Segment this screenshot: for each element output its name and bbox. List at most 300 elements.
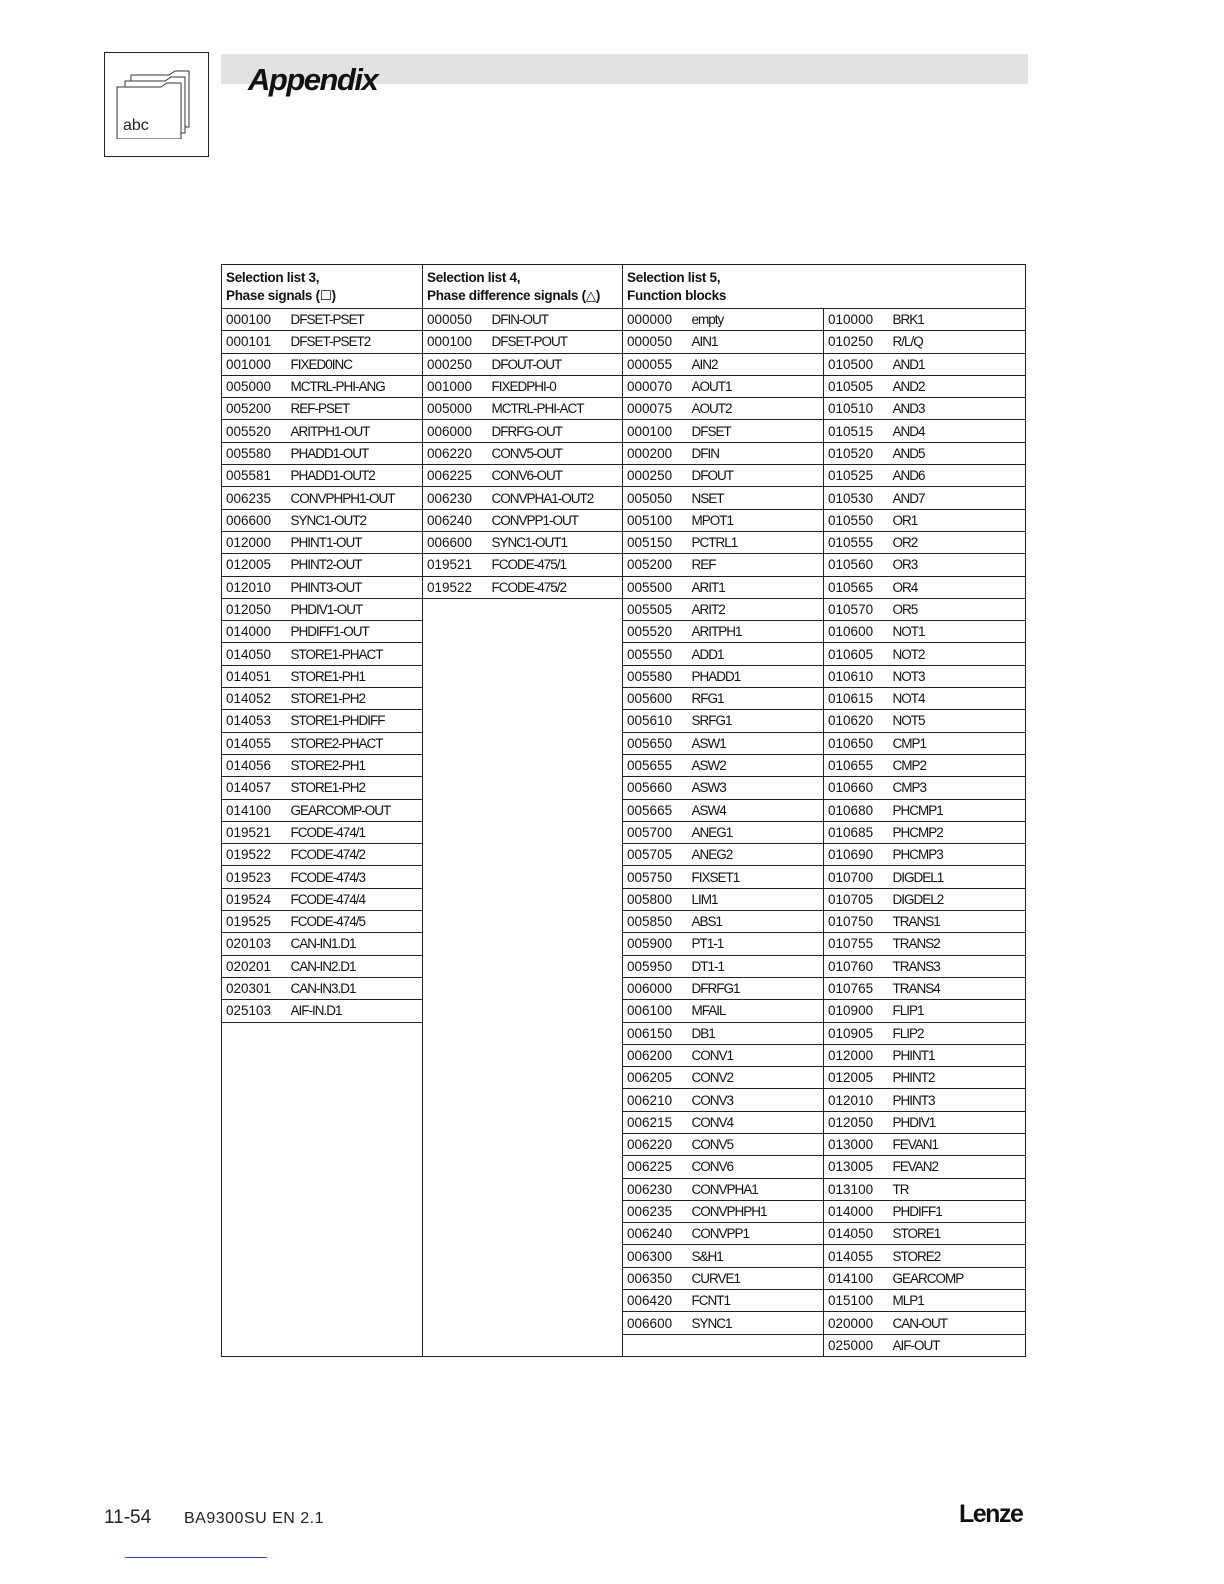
table-row <box>222 754 1026 776</box>
list5b-name-cell: AND4 <box>889 420 1026 442</box>
header-list-5-line2: Function blocks <box>627 287 727 303</box>
list3-code-cell: 019523 <box>222 866 287 888</box>
list4-name-cell <box>488 1334 623 1356</box>
list4-code-cell: 006240 <box>423 509 488 531</box>
list5a-name-cell: FIXSET1 <box>688 866 824 888</box>
list3-code-cell <box>222 1089 287 1111</box>
list4-code-cell <box>423 1111 488 1133</box>
list4-name-cell <box>488 1223 623 1245</box>
table-row <box>222 955 1026 977</box>
list4-code-cell <box>423 1312 488 1334</box>
list4-code-cell: 006600 <box>423 531 488 553</box>
list5b-code-cell: 010550 <box>824 509 889 531</box>
list5b-code-cell: 010615 <box>824 688 889 710</box>
list5a-name-cell: CONV3 <box>688 1089 824 1111</box>
list5b-name-cell: PHINT1 <box>889 1044 1026 1066</box>
list3-name-cell: PHADD1-OUT2 <box>287 465 423 487</box>
table-row <box>222 710 1026 732</box>
list3-name-cell: STORE1-PH2 <box>287 688 423 710</box>
list5b-name-cell: R/L/Q <box>889 331 1026 353</box>
list4-name-cell <box>488 1133 623 1155</box>
table-row <box>222 576 1026 598</box>
list5a-name-cell: CONV4 <box>688 1111 824 1133</box>
list5b-code-cell: 010520 <box>824 442 889 464</box>
list5b-code-cell: 010510 <box>824 398 889 420</box>
list3-code-cell: 020301 <box>222 977 287 999</box>
list5a-code-cell: 005500 <box>623 576 688 598</box>
list5b-name-cell: NOT1 <box>889 621 1026 643</box>
list5a-name-cell: AIN2 <box>688 353 824 375</box>
list5a-code-cell: 006600 <box>623 1312 688 1334</box>
list3-name-cell: PHINT2-OUT <box>287 554 423 576</box>
list5b-name-cell: PHINT2 <box>889 1067 1026 1089</box>
list4-code-cell <box>423 1200 488 1222</box>
list5b-code-cell: 013005 <box>824 1156 889 1178</box>
list3-name-cell <box>287 1200 423 1222</box>
table-row <box>222 1223 1026 1245</box>
list5a-code-cell <box>623 1334 688 1356</box>
header-list-5 <box>623 265 1026 309</box>
list5a-code-cell: 000000 <box>623 309 688 331</box>
list5a-code-cell: 006210 <box>623 1089 688 1111</box>
list4-name-cell <box>488 821 623 843</box>
list4-name-cell <box>488 732 623 754</box>
list4-name-cell <box>488 1044 623 1066</box>
list4-name-cell: CONVPHA1-OUT2 <box>488 487 623 509</box>
list3-code-cell: 019525 <box>222 911 287 933</box>
table-row <box>222 331 1026 353</box>
list5b-name-cell: PHDIV1 <box>889 1111 1026 1133</box>
list4-code-cell: 000250 <box>423 353 488 375</box>
list5b-code-cell: 010555 <box>824 531 889 553</box>
table-row <box>222 665 1026 687</box>
list3-name-cell: SYNC1-OUT2 <box>287 509 423 531</box>
list5b-code-cell: 010570 <box>824 598 889 620</box>
list3-code-cell: 012050 <box>222 598 287 620</box>
list3-code-cell: 005581 <box>222 465 287 487</box>
list5a-code-cell: 000075 <box>623 398 688 420</box>
list3-name-cell <box>287 1245 423 1267</box>
list3-code-cell: 019524 <box>222 888 287 910</box>
list5a-name-cell: DB1 <box>688 1022 824 1044</box>
list5b-code-cell: 010690 <box>824 844 889 866</box>
list3-name-cell <box>287 1267 423 1289</box>
list5b-name-cell: AND7 <box>889 487 1026 509</box>
list3-name-cell: AIF-IN.D1 <box>287 1000 423 1022</box>
list5a-code-cell: 000250 <box>623 465 688 487</box>
list5b-code-cell: 010900 <box>824 1000 889 1022</box>
table-row <box>222 554 1026 576</box>
list5a-name-cell: ASW1 <box>688 732 824 754</box>
list4-code-cell <box>423 955 488 977</box>
list4-code-cell <box>423 732 488 754</box>
list4-name-cell: FIXEDPHI-0 <box>488 375 623 397</box>
list5b-name-cell: AND6 <box>889 465 1026 487</box>
list3-code-cell <box>222 1022 287 1044</box>
list3-code-cell <box>222 1334 287 1356</box>
list5a-name-cell: CONV2 <box>688 1067 824 1089</box>
table-row <box>222 1156 1026 1178</box>
list5a-name-cell: AIN1 <box>688 331 824 353</box>
list4-code-cell <box>423 1334 488 1356</box>
list4-name-cell <box>488 844 623 866</box>
list5b-code-cell: 010750 <box>824 911 889 933</box>
list5b-name-cell: MLP1 <box>889 1290 1026 1312</box>
list5b-name-cell: STORE2 <box>889 1245 1026 1267</box>
list3-code-cell: 014051 <box>222 665 287 687</box>
table-row <box>222 1022 1026 1044</box>
list3-name-cell <box>287 1089 423 1111</box>
list3-code-cell: 012000 <box>222 531 287 553</box>
list3-name-cell: FCODE-474/4 <box>287 888 423 910</box>
list4-name-cell <box>488 621 623 643</box>
list5b-code-cell: 010620 <box>824 710 889 732</box>
list5a-code-cell: 005750 <box>623 866 688 888</box>
list4-name-cell <box>488 754 623 776</box>
list4-name-cell <box>488 933 623 955</box>
list3-name-cell <box>287 1312 423 1334</box>
list4-name-cell: CONVPP1-OUT <box>488 509 623 531</box>
list5b-code-cell: 010760 <box>824 955 889 977</box>
list5a-code-cell: 000200 <box>623 442 688 464</box>
header-list-4-line1: Selection list 4, <box>427 269 521 285</box>
list5b-name-cell: TRANS3 <box>889 955 1026 977</box>
list5b-name-cell: AND1 <box>889 353 1026 375</box>
list5b-code-cell: 010515 <box>824 420 889 442</box>
list5b-name-cell: STORE1 <box>889 1223 1026 1245</box>
list5a-name-cell: RFG1 <box>688 688 824 710</box>
list4-name-cell <box>488 665 623 687</box>
list4-name-cell <box>488 888 623 910</box>
list5a-name-cell: CONV1 <box>688 1044 824 1066</box>
list3-name-cell: FCODE-474/5 <box>287 911 423 933</box>
list5a-code-cell: 006240 <box>623 1223 688 1245</box>
list5b-code-cell: 014055 <box>824 1245 889 1267</box>
table-row <box>222 1089 1026 1111</box>
table-row <box>222 1133 1026 1155</box>
list5a-code-cell: 006225 <box>623 1156 688 1178</box>
list3-code-cell: 012005 <box>222 554 287 576</box>
list3-name-cell: STORE1-PHACT <box>287 643 423 665</box>
list5a-name-cell: MPOT1 <box>688 509 824 531</box>
table-row <box>222 821 1026 843</box>
list5a-code-cell: 000050 <box>623 331 688 353</box>
list4-code-cell: 000100 <box>423 331 488 353</box>
page-title: Appendix <box>248 62 378 97</box>
list4-code-cell <box>423 821 488 843</box>
section-icon <box>104 52 209 157</box>
list4-code-cell <box>423 977 488 999</box>
list5b-name-cell: DIGDEL2 <box>889 888 1026 910</box>
list5b-code-cell: 010530 <box>824 487 889 509</box>
list4-code-cell <box>423 665 488 687</box>
table-row <box>222 509 1026 531</box>
table-row <box>222 888 1026 910</box>
list3-code-cell <box>222 1223 287 1245</box>
list4-name-cell <box>488 1000 623 1022</box>
list5b-name-cell: OR4 <box>889 576 1026 598</box>
list5a-code-cell: 005100 <box>623 509 688 531</box>
list3-name-cell: CAN-IN2.D1 <box>287 955 423 977</box>
table-row <box>222 442 1026 464</box>
list5b-name-cell: AND3 <box>889 398 1026 420</box>
list5b-name-cell: BRK1 <box>889 309 1026 331</box>
list5a-code-cell: 006235 <box>623 1200 688 1222</box>
list3-name-cell: STORE1-PH2 <box>287 777 423 799</box>
list5b-name-cell: FEVAN2 <box>889 1156 1026 1178</box>
list3-code-cell <box>222 1156 287 1178</box>
header-list-4-line2: Phase difference signals (△) <box>427 287 601 303</box>
list5a-code-cell: 006000 <box>623 977 688 999</box>
list3-name-cell: DFSET-PSET2 <box>287 331 423 353</box>
table-row <box>222 933 1026 955</box>
table-row <box>222 1111 1026 1133</box>
list5b-code-cell: 010560 <box>824 554 889 576</box>
list5a-name-cell: ARIT1 <box>688 576 824 598</box>
list4-name-cell <box>488 1267 623 1289</box>
list4-code-cell: 019521 <box>423 554 488 576</box>
table-row <box>222 1312 1026 1334</box>
list5b-name-cell: PHCMP1 <box>889 799 1026 821</box>
table-row <box>222 1044 1026 1066</box>
list5a-code-cell: 005580 <box>623 665 688 687</box>
list5b-name-cell: CMP2 <box>889 754 1026 776</box>
list5b-code-cell: 010000 <box>824 309 889 331</box>
list3-code-cell: 005000 <box>222 375 287 397</box>
list5a-code-cell: 005705 <box>623 844 688 866</box>
list5b-code-cell: 013100 <box>824 1178 889 1200</box>
list4-name-cell <box>488 1089 623 1111</box>
list3-code-cell <box>222 1312 287 1334</box>
list4-code-cell <box>423 888 488 910</box>
list5a-name-cell: CONV5 <box>688 1133 824 1155</box>
list5a-code-cell: 005660 <box>623 777 688 799</box>
list3-code-cell: 014052 <box>222 688 287 710</box>
table-row <box>222 1200 1026 1222</box>
list3-name-cell: FCODE-474/1 <box>287 821 423 843</box>
icon-label: abc <box>123 117 149 134</box>
list5a-code-cell: 000100 <box>623 420 688 442</box>
list5a-code-cell: 005505 <box>623 598 688 620</box>
table-row <box>222 799 1026 821</box>
list5b-code-cell: 010500 <box>824 353 889 375</box>
list3-code-cell: 019522 <box>222 844 287 866</box>
list5a-code-cell: 006420 <box>623 1290 688 1312</box>
list4-code-cell <box>423 598 488 620</box>
list4-name-cell <box>488 1178 623 1200</box>
list3-code-cell <box>222 1178 287 1200</box>
list4-name-cell: CONV6-OUT <box>488 465 623 487</box>
list5b-code-cell: 010600 <box>824 621 889 643</box>
list5a-name-cell: ANEG1 <box>688 821 824 843</box>
list3-name-cell: DFSET-PSET <box>287 309 423 331</box>
list3-name-cell: CAN-IN3.D1 <box>287 977 423 999</box>
list5b-name-cell: OR3 <box>889 554 1026 576</box>
list4-name-cell: DFRFG-OUT <box>488 420 623 442</box>
list4-code-cell: 006000 <box>423 420 488 442</box>
list5a-code-cell: 005655 <box>623 754 688 776</box>
list5b-name-cell: OR1 <box>889 509 1026 531</box>
list3-name-cell <box>287 1133 423 1155</box>
list5b-code-cell: 010525 <box>824 465 889 487</box>
list3-name-cell: CONVPHPH1-OUT <box>287 487 423 509</box>
list4-code-cell <box>423 621 488 643</box>
list3-code-cell: 014000 <box>222 621 287 643</box>
list4-name-cell <box>488 1290 623 1312</box>
list5a-code-cell: 000055 <box>623 353 688 375</box>
list4-code-cell <box>423 911 488 933</box>
table-row <box>222 1178 1026 1200</box>
list3-code-cell <box>222 1067 287 1089</box>
list5a-name-cell: DFOUT <box>688 465 824 487</box>
list5a-code-cell: 005650 <box>623 732 688 754</box>
list4-name-cell <box>488 643 623 665</box>
list5a-code-cell: 005550 <box>623 643 688 665</box>
list5a-name-cell: ANEG2 <box>688 844 824 866</box>
list5b-code-cell: 010610 <box>824 665 889 687</box>
list5b-code-cell: 014000 <box>824 1200 889 1222</box>
list4-code-cell <box>423 1245 488 1267</box>
list3-name-cell: FIXED0INC <box>287 353 423 375</box>
table-row <box>222 621 1026 643</box>
table-row <box>222 732 1026 754</box>
list4-code-cell: 006230 <box>423 487 488 509</box>
list5b-code-cell: 010685 <box>824 821 889 843</box>
list5a-name-cell: ABS1 <box>688 911 824 933</box>
list5a-code-cell: 006150 <box>623 1022 688 1044</box>
list5a-name-cell: DT1-1 <box>688 955 824 977</box>
list5b-name-cell: DIGDEL1 <box>889 866 1026 888</box>
list4-name-cell <box>488 911 623 933</box>
list3-name-cell <box>287 1223 423 1245</box>
list4-code-cell <box>423 710 488 732</box>
list5b-name-cell: NOT2 <box>889 643 1026 665</box>
list5b-code-cell: 010765 <box>824 977 889 999</box>
list4-code-cell <box>423 1267 488 1289</box>
table-row <box>222 375 1026 397</box>
list5a-code-cell: 005950 <box>623 955 688 977</box>
list3-code-cell: 025103 <box>222 1000 287 1022</box>
list5a-code-cell: 006200 <box>623 1044 688 1066</box>
list3-code-cell: 014050 <box>222 643 287 665</box>
list5a-name-cell: SRFG1 <box>688 710 824 732</box>
list4-name-cell: DFSET-POUT <box>488 331 623 353</box>
table-row <box>222 1000 1026 1022</box>
list5b-name-cell: TRANS1 <box>889 911 1026 933</box>
list5a-name-cell: AOUT1 <box>688 375 824 397</box>
list3-name-cell <box>287 1178 423 1200</box>
list5a-name-cell: CONVPHA1 <box>688 1178 824 1200</box>
list5b-code-cell: 015100 <box>824 1290 889 1312</box>
list5b-name-cell: OR2 <box>889 531 1026 553</box>
list5a-name-cell: SYNC1 <box>688 1312 824 1334</box>
list5b-name-cell: OR5 <box>889 598 1026 620</box>
list3-code-cell: 006600 <box>222 509 287 531</box>
list4-name-cell: DFOUT-OUT <box>488 353 623 375</box>
list5a-code-cell: 006230 <box>623 1178 688 1200</box>
list4-code-cell <box>423 777 488 799</box>
list5b-code-cell: 013000 <box>824 1133 889 1155</box>
list5a-name-cell: CONV6 <box>688 1156 824 1178</box>
list3-name-cell <box>287 1022 423 1044</box>
list5b-code-cell: 025000 <box>824 1334 889 1356</box>
list5a-name-cell: PCTRL1 <box>688 531 824 553</box>
list5a-name-cell: ARITPH1 <box>688 621 824 643</box>
list5a-code-cell: 005800 <box>623 888 688 910</box>
list4-name-cell: MCTRL-PHI-ACT <box>488 398 623 420</box>
list3-name-cell <box>287 1111 423 1133</box>
table-row <box>222 353 1026 375</box>
list4-name-cell <box>488 977 623 999</box>
list4-name-cell: SYNC1-OUT1 <box>488 531 623 553</box>
table-row <box>222 643 1026 665</box>
list3-code-cell: 020103 <box>222 933 287 955</box>
header-list-3-line2: Phase signals (☐) <box>226 287 336 303</box>
list5a-name-cell: ASW3 <box>688 777 824 799</box>
list3-name-cell: GEARCOMP-OUT <box>287 799 423 821</box>
list3-code-cell: 001000 <box>222 353 287 375</box>
list3-code-cell <box>222 1044 287 1066</box>
table-row <box>222 844 1026 866</box>
page-number: 11-54 <box>104 1507 152 1528</box>
list4-name-cell <box>488 688 623 710</box>
list5b-name-cell: CMP3 <box>889 777 1026 799</box>
list4-name-cell: FCODE-475/1 <box>488 554 623 576</box>
list4-code-cell <box>423 1022 488 1044</box>
list5a-name-cell: ASW2 <box>688 754 824 776</box>
list4-code-cell <box>423 1223 488 1245</box>
list3-code-cell: 000100 <box>222 309 287 331</box>
table-row <box>222 420 1026 442</box>
list3-name-cell <box>287 1044 423 1066</box>
list4-name-cell <box>488 1245 623 1267</box>
list3-name-cell: PHINT3-OUT <box>287 576 423 598</box>
table-row <box>222 487 1026 509</box>
list5a-name-cell: empty <box>688 309 824 331</box>
list5b-name-cell: PHCMP3 <box>889 844 1026 866</box>
list4-code-cell <box>423 844 488 866</box>
list5a-code-cell: 005200 <box>623 554 688 576</box>
list5b-name-cell: NOT4 <box>889 688 1026 710</box>
list5a-code-cell: 006205 <box>623 1067 688 1089</box>
list3-code-cell: 014057 <box>222 777 287 799</box>
list4-name-cell: DFIN-OUT <box>488 309 623 331</box>
list3-name-cell: PHADD1-OUT <box>287 442 423 464</box>
list4-name-cell <box>488 710 623 732</box>
list5a-code-cell: 006220 <box>623 1133 688 1155</box>
list3-code-cell <box>222 1290 287 1312</box>
list5b-name-cell: TRANS2 <box>889 933 1026 955</box>
table-row <box>222 1267 1026 1289</box>
table-row <box>222 1334 1026 1356</box>
list5a-code-cell: 005900 <box>623 933 688 955</box>
list5a-name-cell: LIM1 <box>688 888 824 910</box>
brand-logo: Lenze <box>959 1500 1023 1528</box>
list3-name-cell: ARITPH1-OUT <box>287 420 423 442</box>
table-row <box>222 465 1026 487</box>
list5a-name-cell: ASW4 <box>688 799 824 821</box>
header-list-5-line1: Selection list 5, <box>627 269 721 285</box>
list5b-code-cell: 012005 <box>824 1067 889 1089</box>
table-row <box>222 309 1026 331</box>
list4-code-cell: 006225 <box>423 465 488 487</box>
list5b-name-cell: AIF-OUT <box>889 1334 1026 1356</box>
list5a-code-cell: 005520 <box>623 621 688 643</box>
header-list-3-line1: Selection list 3, <box>226 269 320 285</box>
list3-name-cell: FCODE-474/3 <box>287 866 423 888</box>
list5b-code-cell: 010650 <box>824 732 889 754</box>
list5b-name-cell: FLIP1 <box>889 1000 1026 1022</box>
